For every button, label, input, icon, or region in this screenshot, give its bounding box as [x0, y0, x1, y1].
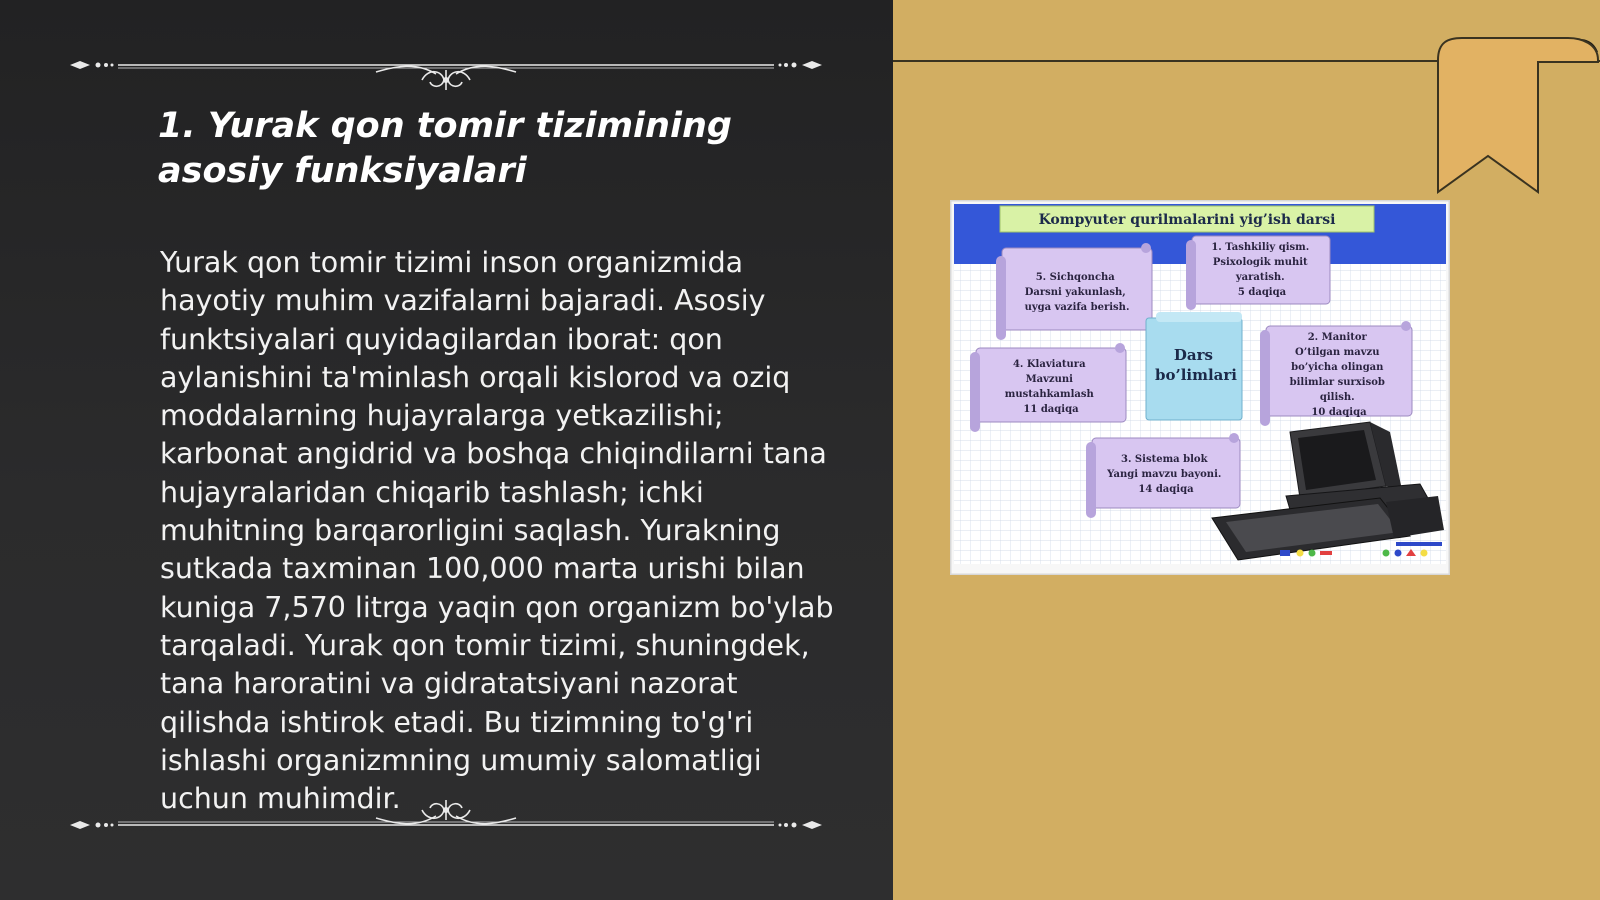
scroll-1 — [1186, 236, 1330, 310]
bottom-ornament-divider — [66, 800, 826, 850]
slide-title: 1. Yurak qon tomir tizimining asosiy funksiyalari — [158, 106, 732, 191]
svg-text:4. Klaviatura Mavzuni: 4. Klaviatura Mavzuni mustahkamlash 11 daqiqa — [1004, 359, 1094, 415]
scroll-2 — [1260, 321, 1412, 426]
scroll-4 — [970, 343, 1126, 432]
svg-text:5. Sichqoncha Darsni y: 5. Sichqoncha Darsni yakunlash, uyga vazifa berish. — [1024, 272, 1130, 313]
svg-text:Dars bo’limlari: Dars bo’limlari — [1154, 346, 1238, 384]
scroll-3 — [1086, 433, 1240, 518]
image-header-text: Kompyuter qurilmalarini yig’ish darsi — [1038, 212, 1336, 228]
slide-body-text: Yurak qon tomir tizimi inson organizmida hayotiy muhim vazifalarni bajaradi. Asosiy funktsiyalari quyidagilardan iborat: qon aylanishini ta'minlash orqali kislorod va oziq moddalarning hujayralarga yetkazilishi; karbonat angidrid va boshqa chiqindilarni tana hujayralaridan chiqarib tashlash; ichki muhitning barqarorligini saqlash. Yurakning sutkada taxminan 100,000 marta urishi bilan kuniga 7,570 litrga yaqin qon organizm bo'ylab tarqaladi. Yurak qon tomir tizimi, shuningdek, tana haroratini va gidratatsiyani nazorat qilishda ishtirok etadi. Bu tizimning to'g'ri ishlashi organizmning umumiy salomatligi uchun muhimdir. — [160, 246, 834, 816]
lesson-diagram-image — [950, 200, 1450, 575]
svg-text:3. Sistema blok Yangi m: 3. Sistema blok Yangi mavzu bayoni. 14 daqiqa — [1107, 454, 1222, 495]
top-ornament-divider — [66, 40, 826, 90]
scroll-5 — [996, 243, 1152, 340]
center-box — [1146, 312, 1242, 420]
svg-text:2. Manitor O’tilgan mavz: 2. Manitor O’tilgan mavzu bo’yicha olingan bilimlar surxisob qilish. 10 daqiqa — [1289, 332, 1385, 418]
svg-text:1. Tashkiliy qism. Psixo: 1. Tashkiliy qism. Psixologik muhit yaratish. 5 daqiqa — [1211, 242, 1310, 298]
bookmark-ribbon — [1432, 34, 1600, 200]
